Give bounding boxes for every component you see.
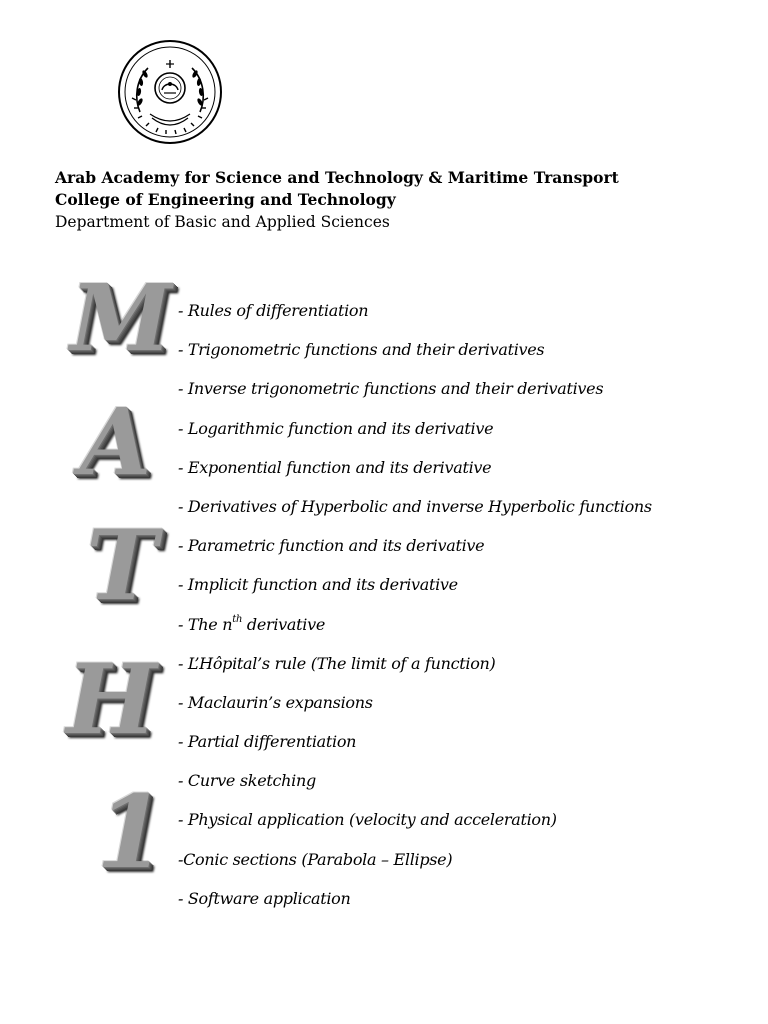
title-letter-a: A	[80, 388, 152, 496]
topic-item	[178, 610, 758, 649]
topic-list	[178, 296, 758, 923]
title-letter-m: M	[70, 264, 172, 372]
title-letter-t: T	[86, 509, 158, 622]
institution-name: Arab Academy for Science and Technology & Maritime Transport	[55, 168, 619, 187]
topic-item-prefix: - The n	[178, 614, 233, 634]
topic-item: -Conic sections (Parabola – Ellipse)	[178, 849, 453, 869]
topic-item: - Parametric function and its derivative	[178, 536, 485, 556]
college-name: College of Engineering and Technology	[55, 190, 396, 209]
title-letter-1: 1	[96, 773, 166, 891]
topic-item: - Derivatives of Hyperbolic and inverse Hyperbolic functions	[178, 496, 652, 516]
topic-item: - Rules of differentiation	[178, 301, 369, 320]
title-letter-h: H	[66, 643, 157, 756]
topic-item: - Trigonometric functions and their derivatives	[178, 340, 545, 360]
topic-item: - Exponential function and its derivative	[178, 457, 492, 477]
topic-item: - Curve sketching	[178, 771, 316, 791]
topic-item: - Physical application (velocity and acceleration)	[178, 810, 557, 830]
topic-item: - L’Hôpital’s rule (The limit of a function)	[178, 653, 496, 673]
topic-item: - Partial differentiation	[178, 732, 357, 752]
academy-emblem-icon	[116, 38, 224, 146]
topic-item: - Implicit function and its derivative	[178, 575, 458, 595]
topic-item: - Logarithmic function and its derivative	[178, 418, 494, 438]
topic-item-superscript: th	[232, 614, 243, 626]
topic-item: - Inverse trigonometric functions and their derivatives	[178, 379, 604, 399]
topic-item: - Maclaurin’s expansions	[178, 692, 373, 712]
topic-item: - Software application	[178, 888, 351, 908]
header	[55, 167, 715, 233]
department-name: Department of Basic and Applied Sciences	[55, 213, 390, 231]
topic-item-suffix: derivative	[242, 614, 325, 634]
